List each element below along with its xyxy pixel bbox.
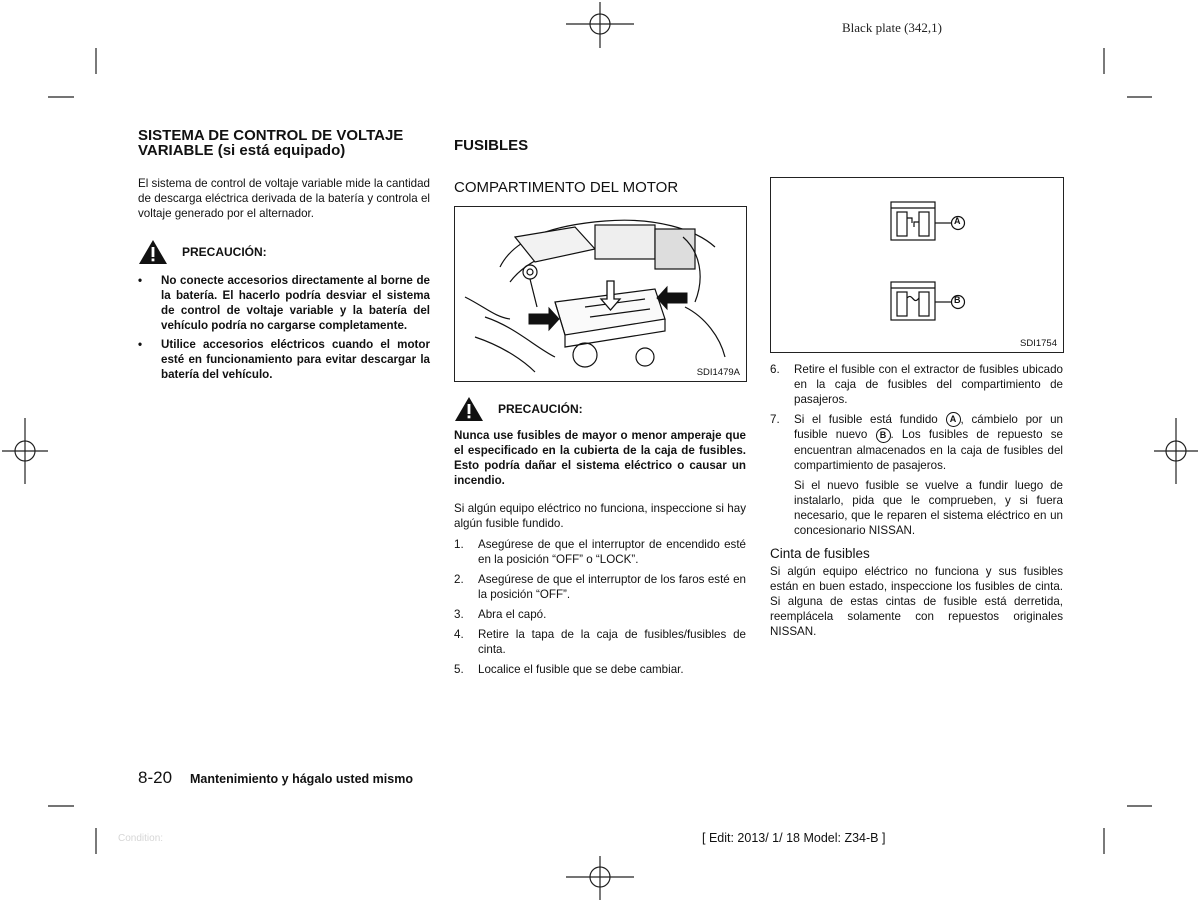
chapter-title: Mantenimiento y hágalo usted mismo	[190, 772, 413, 786]
column-voltage-control	[138, 128, 430, 386]
warning-icon	[454, 396, 484, 422]
fuses-body	[454, 396, 746, 682]
fuse-figure	[770, 177, 1064, 353]
section-title-voltage-control: SISTEMA DE CONTROL DE VOLTAJE VARIABLE (si está equipado)	[138, 127, 404, 159]
caution-list	[138, 273, 430, 382]
list-item: • No conecte accesorios directamente al borne de la batería. El hacerlo podría desviar el sistema de control de voltaje variable y la batería del vehículo podría no cargarse completamente.	[138, 274, 430, 332]
caution-text: Nunca use fusibles de mayor o menor amperaje que el especificado en la cubierta de la caja de fusibles. Esto podría dañar el sistema eléctrico o causar un incendio.	[454, 429, 746, 487]
fuse-links-text: Si algún equipo eléctrico no funciona y sus fusibles están en buen estado, inspeccione los fusibles de cinta. Si alguna de estas cintas de fusible está derretida, reemplácela solamente con repuestos originales NISSAN.	[770, 564, 1063, 638]
badge-b: B	[876, 428, 891, 443]
list-item: 4. Retire la tapa de la caja de fusibles/fusibles de cinta.	[454, 628, 746, 656]
engine-illustration	[455, 207, 746, 381]
badge-a: A	[946, 412, 961, 427]
subsection-engine-compartment: COMPARTIMENTO DEL MOTOR	[454, 179, 679, 196]
engine-compartment-figure	[454, 206, 747, 382]
plate-label: Black plate (342,1)	[842, 20, 942, 35]
figure-code: SDI1754	[1020, 338, 1057, 349]
caution-heading	[454, 396, 746, 422]
figure-code: SDI1479A	[696, 367, 740, 378]
voltage-intro: El sistema de control de voltaje variable mide la cantidad de descarga eléctrica derivada de la batería y controla el voltaje generado por el alternador.	[138, 177, 430, 220]
page-number: 8-20	[138, 768, 173, 787]
condition-label: Condition:	[118, 833, 164, 844]
warning-icon	[138, 239, 168, 265]
label-a: A	[954, 216, 961, 226]
step7-note: Si el nuevo fusible se vuelve a fundir luego de instalarlo, pida que le comprueben, y si fuera necesario, que le reparen el sistema eléctrico en un concesionario NISSAN.	[794, 478, 1063, 537]
fuses-intro: Si algún equipo eléctrico no funciona, inspeccione si hay algún fusible fundido.	[454, 502, 746, 530]
list-item: 2. Asegúrese de que el interruptor de los faros esté en la posición “OFF”.	[454, 573, 746, 601]
column-fuse-replacement	[770, 362, 1063, 639]
section-title-fuses: FUSIBLES	[454, 137, 529, 154]
list-item: 6. Retire el fusible con el extractor de fusibles ubicado en la caja de fusibles del compartimiento de pasajeros.	[770, 363, 1063, 406]
list-item: 3. Abra el capó.	[454, 608, 547, 621]
replacement-steps	[770, 362, 1063, 538]
edit-info: [ Edit: 2013/ 1/ 18 Model: Z34-B ]	[702, 831, 886, 845]
fuse-illustration	[771, 178, 1063, 352]
fuse-steps	[454, 537, 746, 677]
list-item: 7. Si el fusible está fundido A , cámbielo por un fusible nuevo B . Los fusibles de repuesto se encuentran almacenados en la caja de fusibles del compartimiento de pasajeros. Si el nuevo fusible se vuelve a fundir luego de instalarlo, pida que le comprueben, y si fuera necesario, que le reparen el sistema eléctrico en un concesionario NISSAN.	[770, 413, 1064, 537]
list-item: • Utilice accesorios eléctricos cuando el motor esté en funcionamiento para evitar descargar la batería del vehículo.	[138, 338, 430, 381]
label-b: B	[954, 295, 961, 305]
caution-title: PRECAUCIÓN:	[182, 244, 267, 259]
caution-title: PRECAUCIÓN:	[498, 401, 583, 416]
column-fuses	[454, 128, 746, 195]
subsection-fuse-links: Cinta de fusibles	[770, 545, 870, 561]
caution-heading	[138, 239, 430, 265]
list-item: 5. Localice el fusible que se debe cambiar.	[454, 663, 684, 676]
list-item: 1. Asegúrese de que el interruptor de encendido esté en la posición “OFF” o “LOCK”.	[454, 538, 746, 566]
